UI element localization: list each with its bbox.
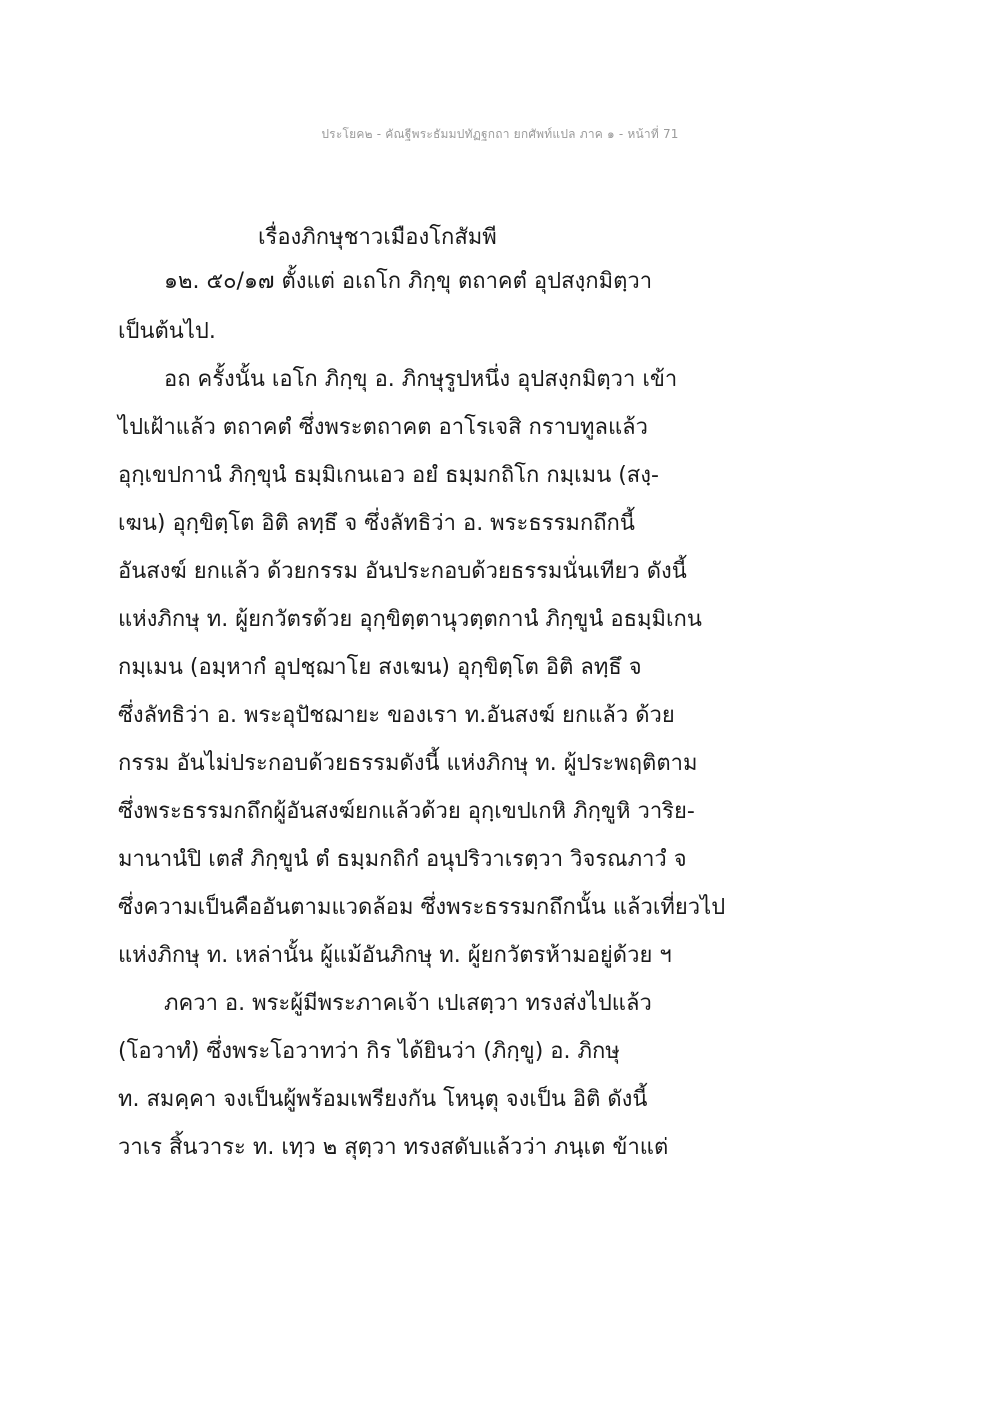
text-line: อุกฺเขปกานํ ภิกฺขุนํ ธมฺมิเกนเอว อยํ ธมฺมกถิโก กมฺเมน (สงฺ- xyxy=(118,463,659,488)
text-line: แห่งภิกษุ ท. ผู้ยกวัตรด้วย อุกฺขิตฺตานุวตฺตกานํ ภิกฺขูนํ อธมฺมิเกน xyxy=(118,607,702,632)
text-line: อันสงฆ์ ยกแล้ว ด้วยกรรม อันประกอบด้วยธรรมนั่นเทียว ดังนี้ xyxy=(118,559,687,584)
text-line: วาเร สิ้นวาระ ท. เทฺว ๒ สุตฺวา ทรงสดับแล้วว่า ภนฺเต ข้าแต่ xyxy=(118,1135,669,1160)
text-line: กมฺเมน (อมฺหากํ อุปชฺฌาโย สงเฆน) อุกฺขิตฺโต อิติ ลทฺธึ จ xyxy=(118,655,642,680)
text-line: เฆน) อุกฺขิตฺโต อิติ ลทฺธึ จ ซึ่งลัทธิว่า อ. พระธรรมกถึกนี้ xyxy=(118,511,635,536)
text-line: ๑๒. ๕๐/๑๗ ตั้งแต่ อเถโก ภิกฺขุ ตถาคตํ อุปสงฺกมิตฺวา xyxy=(164,269,653,294)
running-header: ประโยค๒ - คัณฐีพระธัมมปทัฏฐกถา ยกศัพท์แปล ภาค ๑ - หน้าที่ 71 xyxy=(321,127,679,141)
story-title: เรื่องภิกษุชาวเมืองโกสัมพี xyxy=(258,225,497,250)
text-line: มานานํปิ เตสํ ภิกฺขูนํ ตํ ธมฺมกถิกํ อนุปริวาเรตฺวา วิจรณภาวํ จ xyxy=(118,847,687,872)
text-line: ท. สมคฺคา จงเป็นผู้พร้อมเพรียงกัน โหนฺตุ จงเป็น อิติ ดังนี้ xyxy=(118,1087,648,1112)
text-line: ไปเฝ้าแล้ว ตถาคตํ ซึ่งพระตถาคต อาโรเจสิ กราบทูลแล้ว xyxy=(118,415,649,440)
text-line: เป็นต้นไป. xyxy=(118,319,216,344)
text-line: ซึ่งลัทธิว่า อ. พระอุปัชฌายะ ของเรา ท.อันสงฆ์ ยกแล้ว ด้วย xyxy=(118,703,675,728)
text-line: ภควา อ. พระผู้มีพระภาคเจ้า เปเสตฺวา ทรงส่งไปแล้ว xyxy=(164,991,652,1016)
text-line: อถ ครั้งนั้น เอโก ภิกฺขุ อ. ภิกษุรูปหนึ่ง อุปสงฺกมิตฺวา เข้า xyxy=(164,367,678,392)
text-line: ซึ่งความเป็นคืออันตามแวดล้อม ซึ่งพระธรรมกถึกนั้น แล้วเที่ยวไป xyxy=(118,895,726,920)
text-line: แห่งภิกษุ ท. เหล่านั้น ผู้แม้อันภิกษุ ท. ผู้ยกวัตรห้ามอยู่ด้วย ฯ xyxy=(118,943,672,968)
text-line: ซึ่งพระธรรมกถึกผู้อันสงฆ์ยกแล้วด้วย อุกฺเขปเกหิ ภิกฺขูหิ วาริย- xyxy=(118,799,695,824)
text-line: กรรม อันไม่ประกอบด้วยธรรมดังนี้ แห่งภิกษุ ท. ผู้ประพฤติตาม xyxy=(118,751,698,776)
text-line: (โอวาทํ) ซึ่งพระโอวาทว่า กิร ได้ยินว่า (ภิกฺขู) อ. ภิกษุ xyxy=(118,1039,620,1064)
